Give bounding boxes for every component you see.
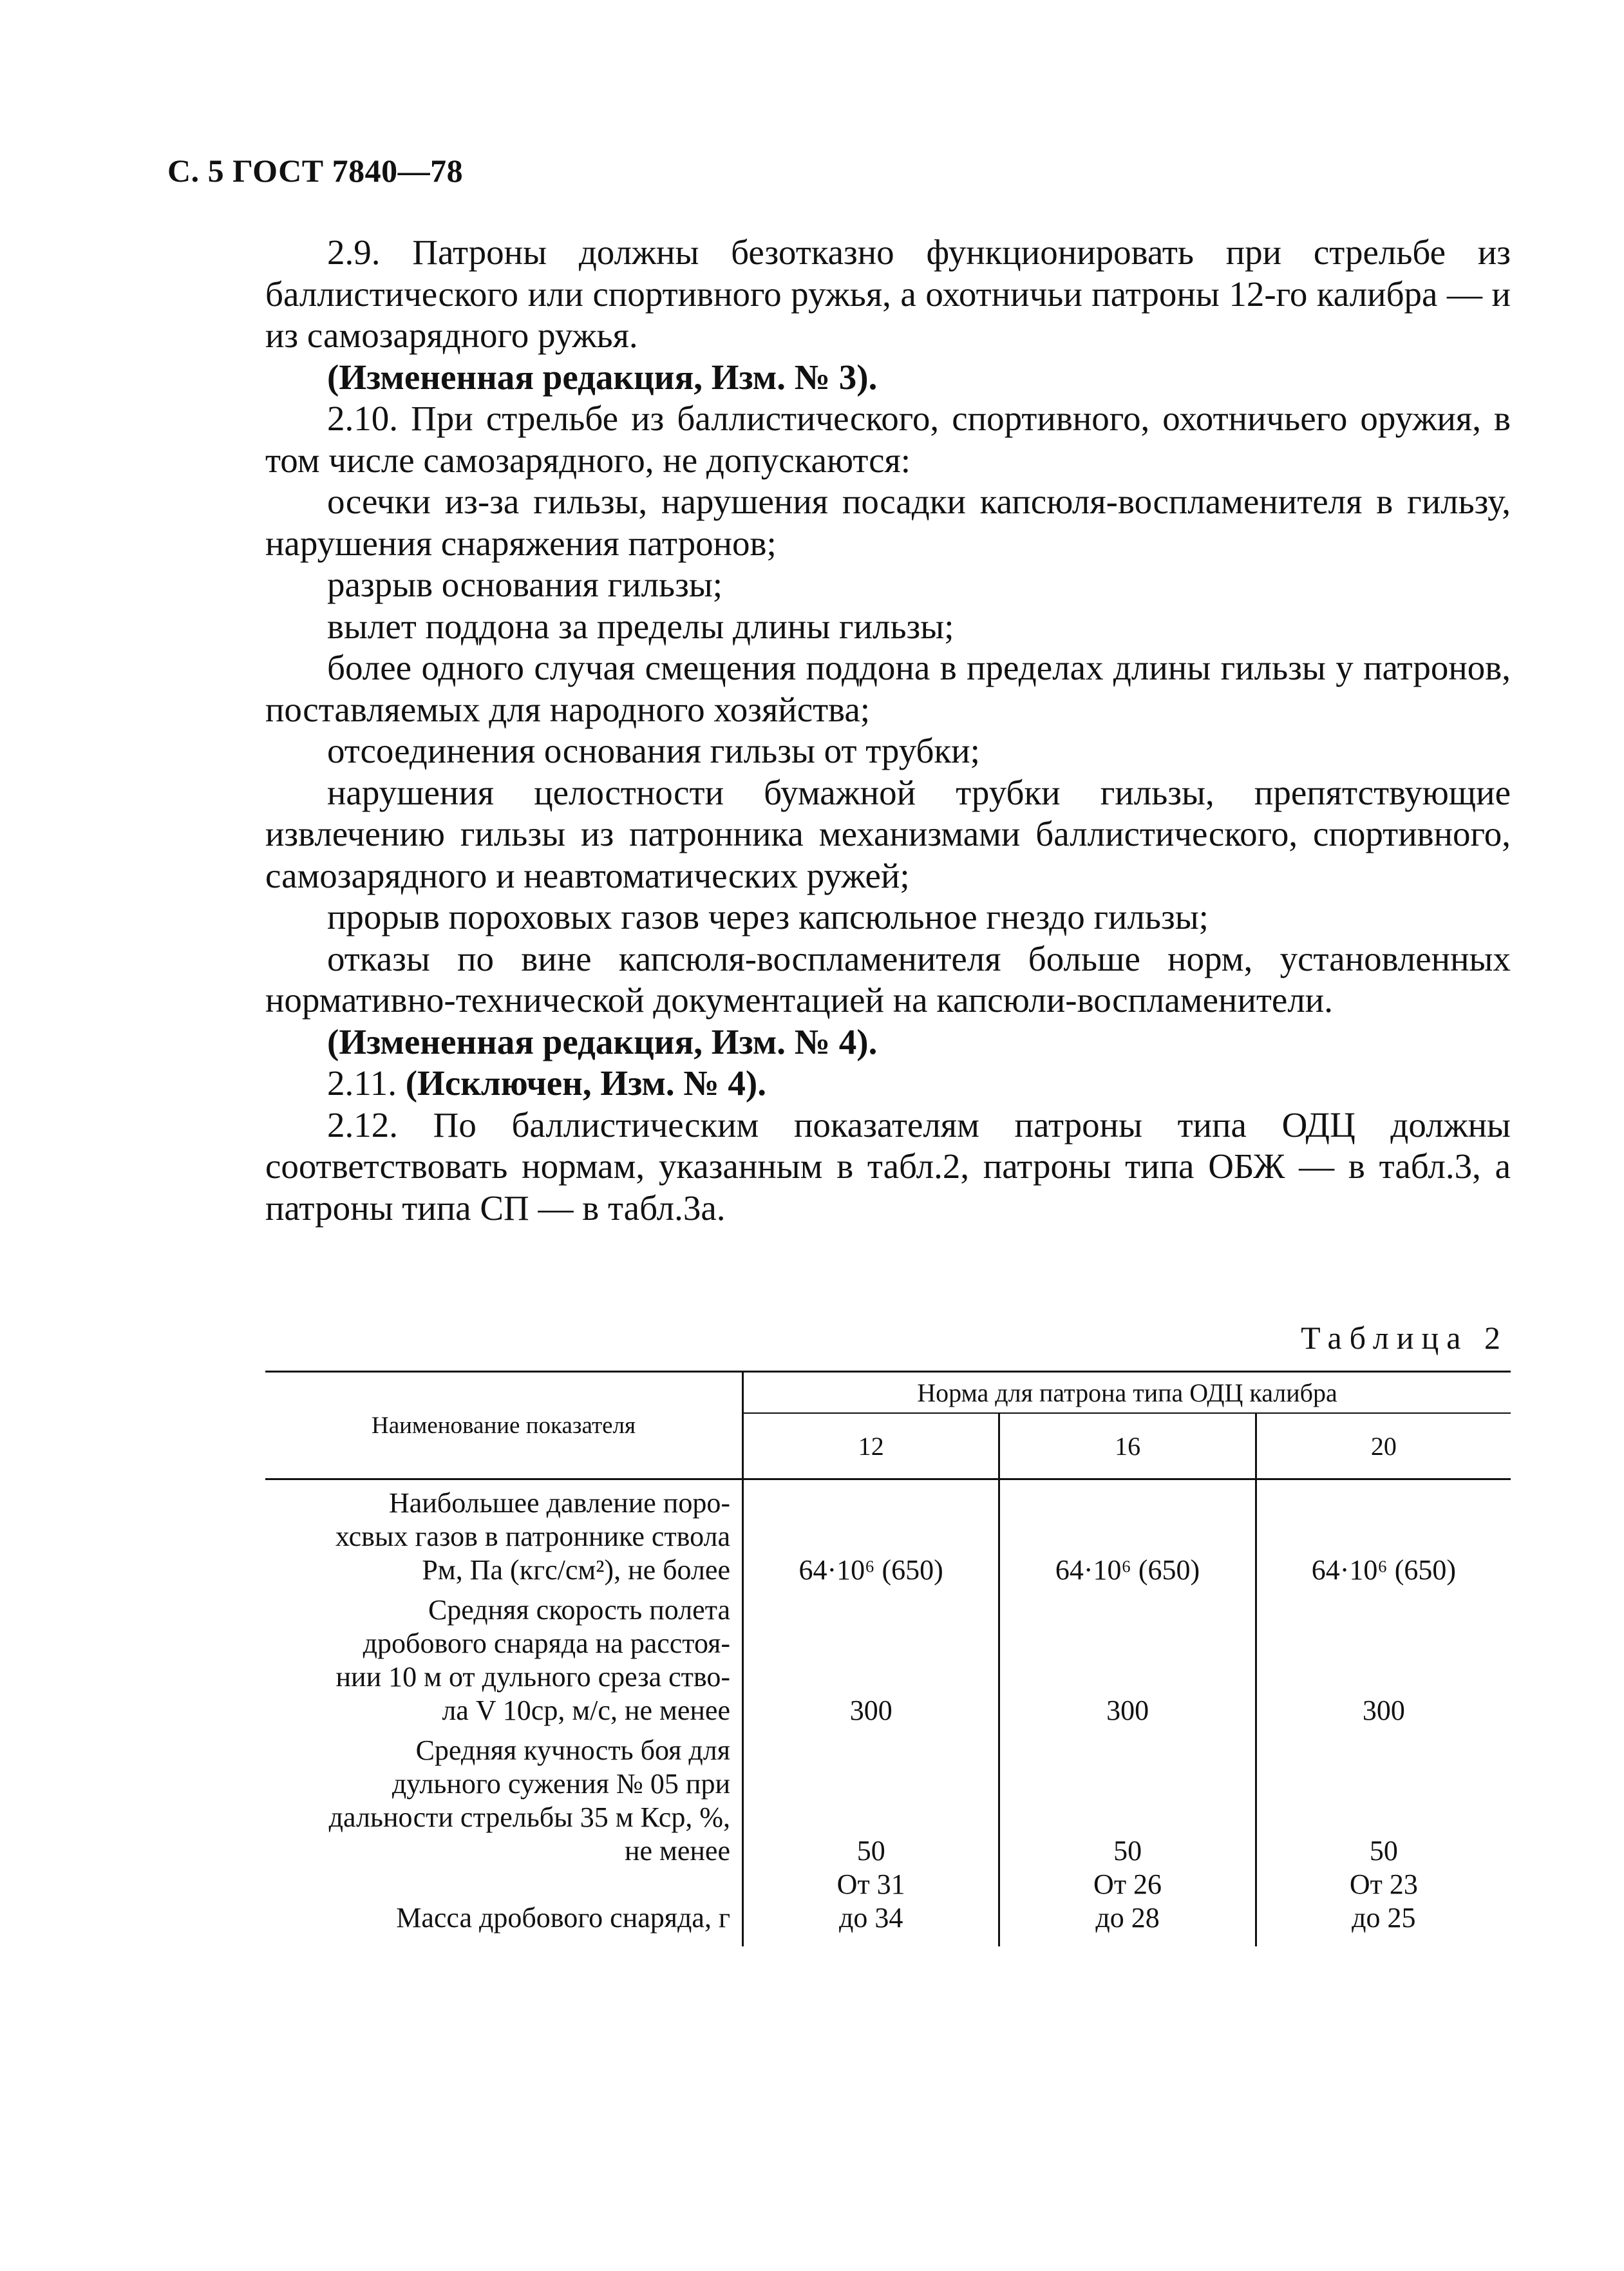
norm-value: [1256, 1868, 1511, 1946]
norm-value-line: 64·10⁶ (650): [798, 1554, 943, 1586]
defect-item: отказы по вине капсюля-воспламенителя больше норм, установленных нормативно-технической документацией на капсюли-воспламенители.: [265, 938, 1511, 1020]
spec-table: [265, 1371, 1511, 1946]
norm-value-line: От 23: [1349, 1868, 1418, 1900]
table-row: [265, 1868, 1511, 1946]
norm-value-line: 64·10⁶ (650): [1055, 1554, 1200, 1586]
defect-item: осечки из-за гильзы, нарушения посадки капсюля-воспламенителя в гильзу, нарушения снаряжения патронов;: [265, 482, 1511, 563]
norm-value: [743, 1868, 999, 1946]
norm-value: [1256, 1479, 1511, 1588]
norm-value: [1256, 1587, 1511, 1727]
indicator-name: [265, 1727, 743, 1868]
indicator-name-line: хсвых газов в патроннике ствола: [335, 1521, 730, 1552]
norm-value: [743, 1727, 999, 1868]
defect-item: прорыв пороховых газов через капсюльное гнездо гильзы;: [327, 897, 1209, 936]
caliber-header: 20: [1256, 1413, 1511, 1479]
column-header-name: Наименование показателя: [265, 1372, 743, 1479]
norm-value-line: От 26: [1093, 1868, 1162, 1900]
indicator-name: [265, 1479, 743, 1588]
norm-value-line: 300: [1362, 1695, 1405, 1726]
norm-value-line: 300: [1106, 1695, 1149, 1726]
indicator-name-line: нии 10 м от дульного среза ство-: [335, 1661, 730, 1693]
norm-value-line: до 34: [838, 1902, 903, 1934]
clause-number: 2.11.: [327, 1063, 397, 1103]
norm-value-line: 50: [856, 1835, 885, 1867]
norm-value-line: 50: [1369, 1835, 1398, 1867]
defect-item: нарушения целостности бумажной трубки гильзы, препятствующие извлечению гильзы из патронника механизмами баллистического, спортивного, самозарядного и неавтоматических ружей;: [265, 772, 1511, 895]
defect-item: более одного случая смещения поддона в пределах длины гильзы у патронов, поставляемых для народного хозяйства;: [265, 648, 1511, 729]
indicator-name: [265, 1868, 743, 1946]
table-caption: Таблица 2: [1301, 1320, 1508, 1356]
norm-value-line: От 31: [836, 1868, 905, 1900]
indicator-name-line: дробового снаряда на расстоя-: [363, 1628, 730, 1659]
norm-value: [999, 1868, 1256, 1946]
excluded-note: (Исключен, Изм. № 4).: [405, 1063, 766, 1103]
body-text: [265, 232, 1511, 1229]
norm-value-line: 300: [849, 1695, 892, 1726]
norm-value-line: до 28: [1095, 1902, 1160, 1934]
norm-value: [999, 1587, 1256, 1727]
caliber-header: 12: [743, 1413, 999, 1479]
defect-item: разрыв основания гильзы;: [327, 565, 723, 604]
table-row: [265, 1479, 1511, 1588]
amendment-note-3: (Измененная редакция, Изм. № 3).: [327, 357, 878, 397]
paragraph-2-10: 2.10. При стрельбе из баллистического, спортивного, охотничьего оружия, в том числе самозарядного, не допускаются:: [265, 399, 1511, 480]
indicator-name-line: дальности стрельбы 35 м Кср, %,: [328, 1801, 730, 1833]
amendment-note-4: (Измененная редакция, Изм. № 4).: [327, 1021, 878, 1061]
norm-value-line: 50: [1113, 1835, 1142, 1867]
paragraph-2-11: [265, 1063, 1511, 1105]
norm-value: [743, 1479, 999, 1588]
indicator-name-line: дульного сужения № 05 при: [392, 1768, 730, 1800]
page-header: С. 5 ГОСТ 7840—78: [167, 153, 464, 189]
indicator-name-line: Средняя кучность боя для: [415, 1734, 730, 1766]
indicator-name-line: Масса дробового снаряда, г: [396, 1902, 730, 1934]
table-row: [265, 1727, 1511, 1868]
indicator-name: [265, 1587, 743, 1727]
norm-value: [1256, 1727, 1511, 1868]
table-row: [265, 1587, 1511, 1727]
indicator-name-line: не менее: [624, 1835, 730, 1867]
norm-value: [999, 1479, 1256, 1588]
defect-item: отсоединения основания гильзы от трубки;: [327, 731, 980, 770]
norm-value: [743, 1587, 999, 1727]
column-header-group: Норма для патрона типа ОДЦ калибра: [743, 1372, 1511, 1414]
caliber-header: 16: [999, 1413, 1256, 1479]
indicator-name-line: ла V 10ср, м/с, не менее: [442, 1695, 730, 1726]
norm-value-line: до 25: [1352, 1902, 1416, 1934]
indicator-name-line: Наибольшее давление поро-: [388, 1487, 730, 1519]
indicator-name-line: Средняя скорость полета: [428, 1594, 730, 1626]
norm-value-line: 64·10⁶ (650): [1311, 1554, 1457, 1586]
norm-value: [999, 1727, 1256, 1868]
paragraph-2-12: 2.12. По баллистическим показателям патроны типа ОДЦ должны соответствовать нормам, указанным в табл.2, патроны типа ОБЖ — в табл.3, а патроны типа СП — в табл.3а.: [265, 1105, 1511, 1228]
indicator-name-line: Рм, Па (кгс/см²), не более: [422, 1554, 730, 1586]
paragraph-2-9: 2.9. Патроны должны безотказно функционировать при стрельбе из баллистического или спортивного ружья, а охотничьи патроны 12-го калибра — и из самозарядного ружья.: [265, 233, 1511, 355]
defect-item: вылет поддона за пределы длины гильзы;: [327, 606, 954, 646]
